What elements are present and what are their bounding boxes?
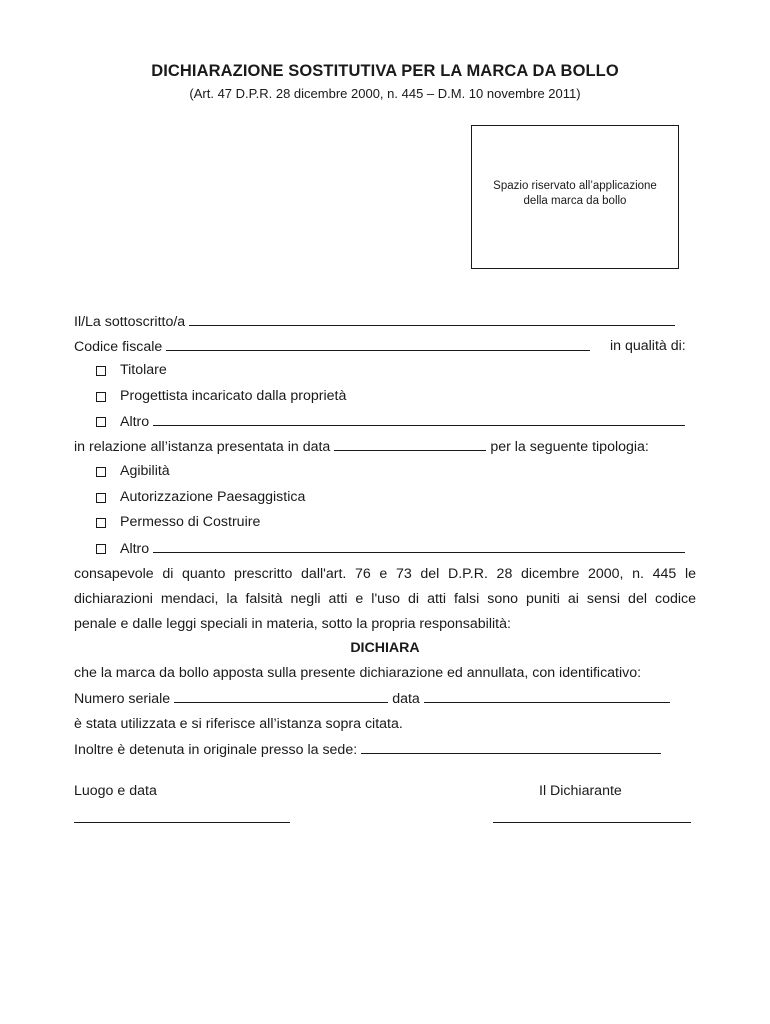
- istanza-row: [74, 437, 649, 456]
- consapevole-line-1: consapevole di quanto prescritto dall'art. 76 e 73 del D.P.R. 28 dicembre 2000, n. 445 le: [74, 566, 696, 582]
- option-autorizzazione: Autorizzazione Paesaggistica: [120, 489, 306, 505]
- sede-field[interactable]: [361, 740, 661, 754]
- checkbox-permesso[interactable]: [96, 518, 106, 528]
- marca-line: che la marca da bollo apposta sulla presente dichiarazione ed annullata, con identificativo:: [74, 665, 642, 681]
- checkbox-titolare[interactable]: [96, 366, 106, 376]
- altro-tipologia-field[interactable]: [153, 539, 685, 553]
- codice-fiscale-label: Codice fiscale: [74, 339, 163, 355]
- sottoscritto-label: Il/La sottoscritto/a: [74, 314, 186, 330]
- sottoscritto-field[interactable]: [189, 312, 675, 326]
- numero-seriale-row: [74, 689, 674, 708]
- data-field[interactable]: [424, 689, 670, 703]
- document-subtitle: (Art. 47 D.P.R. 28 dicembre 2000, n. 445 – D.M. 10 novembre 2011): [189, 86, 581, 101]
- codice-fiscale-field[interactable]: [166, 337, 590, 351]
- luogo-data-signature-line[interactable]: [74, 821, 290, 823]
- istanza-label-a: in relazione all’istanza presentata in data: [74, 439, 331, 455]
- istanza-data-field[interactable]: [334, 437, 486, 451]
- in-qualita-label: in qualità di:: [610, 338, 686, 354]
- sottoscritto-row: [74, 312, 679, 331]
- checkbox-autorizzazione[interactable]: [96, 493, 106, 503]
- option-agibilita: Agibilità: [120, 463, 170, 479]
- numero-seriale-field[interactable]: [174, 689, 388, 703]
- document-title: DICHIARAZIONE SOSTITUTIVA PER LA MARCA DA BOLLO: [151, 62, 619, 80]
- checkbox-progettista[interactable]: [96, 392, 106, 402]
- checkbox-agibilita[interactable]: [96, 467, 106, 477]
- stamp-placeholder-text: [472, 179, 678, 209]
- dichiara-heading: DICHIARA: [350, 640, 420, 656]
- altro-qualita-field[interactable]: [153, 412, 685, 426]
- checkbox-altro-tipologia[interactable]: [96, 544, 106, 554]
- dichiarante-signature-line[interactable]: [493, 821, 691, 823]
- altro-qualita-row: [120, 412, 689, 431]
- sede-label: Inoltre è detenuta in originale presso la sede:: [74, 742, 358, 758]
- altro-tipologia-row: [120, 539, 689, 558]
- sede-row: [74, 740, 665, 759]
- codice-fiscale-row: [74, 337, 594, 356]
- data-label: data: [392, 691, 420, 707]
- consapevole-line-2: dichiarazioni mendaci, la falsità negli atti e l'uso di atti falsi sono puniti ai sensi del codice: [74, 591, 696, 607]
- checkbox-altro-qualita[interactable]: [96, 417, 106, 427]
- istanza-label-b: per la seguente tipologia:: [490, 439, 649, 455]
- option-altro-qualita: Altro: [120, 414, 150, 430]
- option-progettista: Progettista incaricato dalla proprietà: [120, 388, 347, 404]
- dichiarante-label: Il Dichiarante: [539, 783, 622, 799]
- option-altro-tipologia: Altro: [120, 541, 150, 557]
- stamp-text-line-2: della marca da bollo: [523, 195, 627, 207]
- luogo-data-label: Luogo e data: [74, 783, 157, 799]
- stamp-placeholder-box: [471, 125, 679, 269]
- stamp-text-line-1: Spazio riservato all’applicazione: [493, 180, 657, 192]
- utilizzata-line: è stata utilizzata e si riferisce all’istanza sopra citata.: [74, 716, 403, 732]
- numero-seriale-label: Numero seriale: [74, 691, 171, 707]
- consapevole-line-3: penale e dalle leggi speciali in materia, sotto la propria responsabilità:: [74, 616, 511, 632]
- option-titolare: Titolare: [120, 362, 167, 378]
- option-permesso: Permesso di Costruire: [120, 514, 261, 530]
